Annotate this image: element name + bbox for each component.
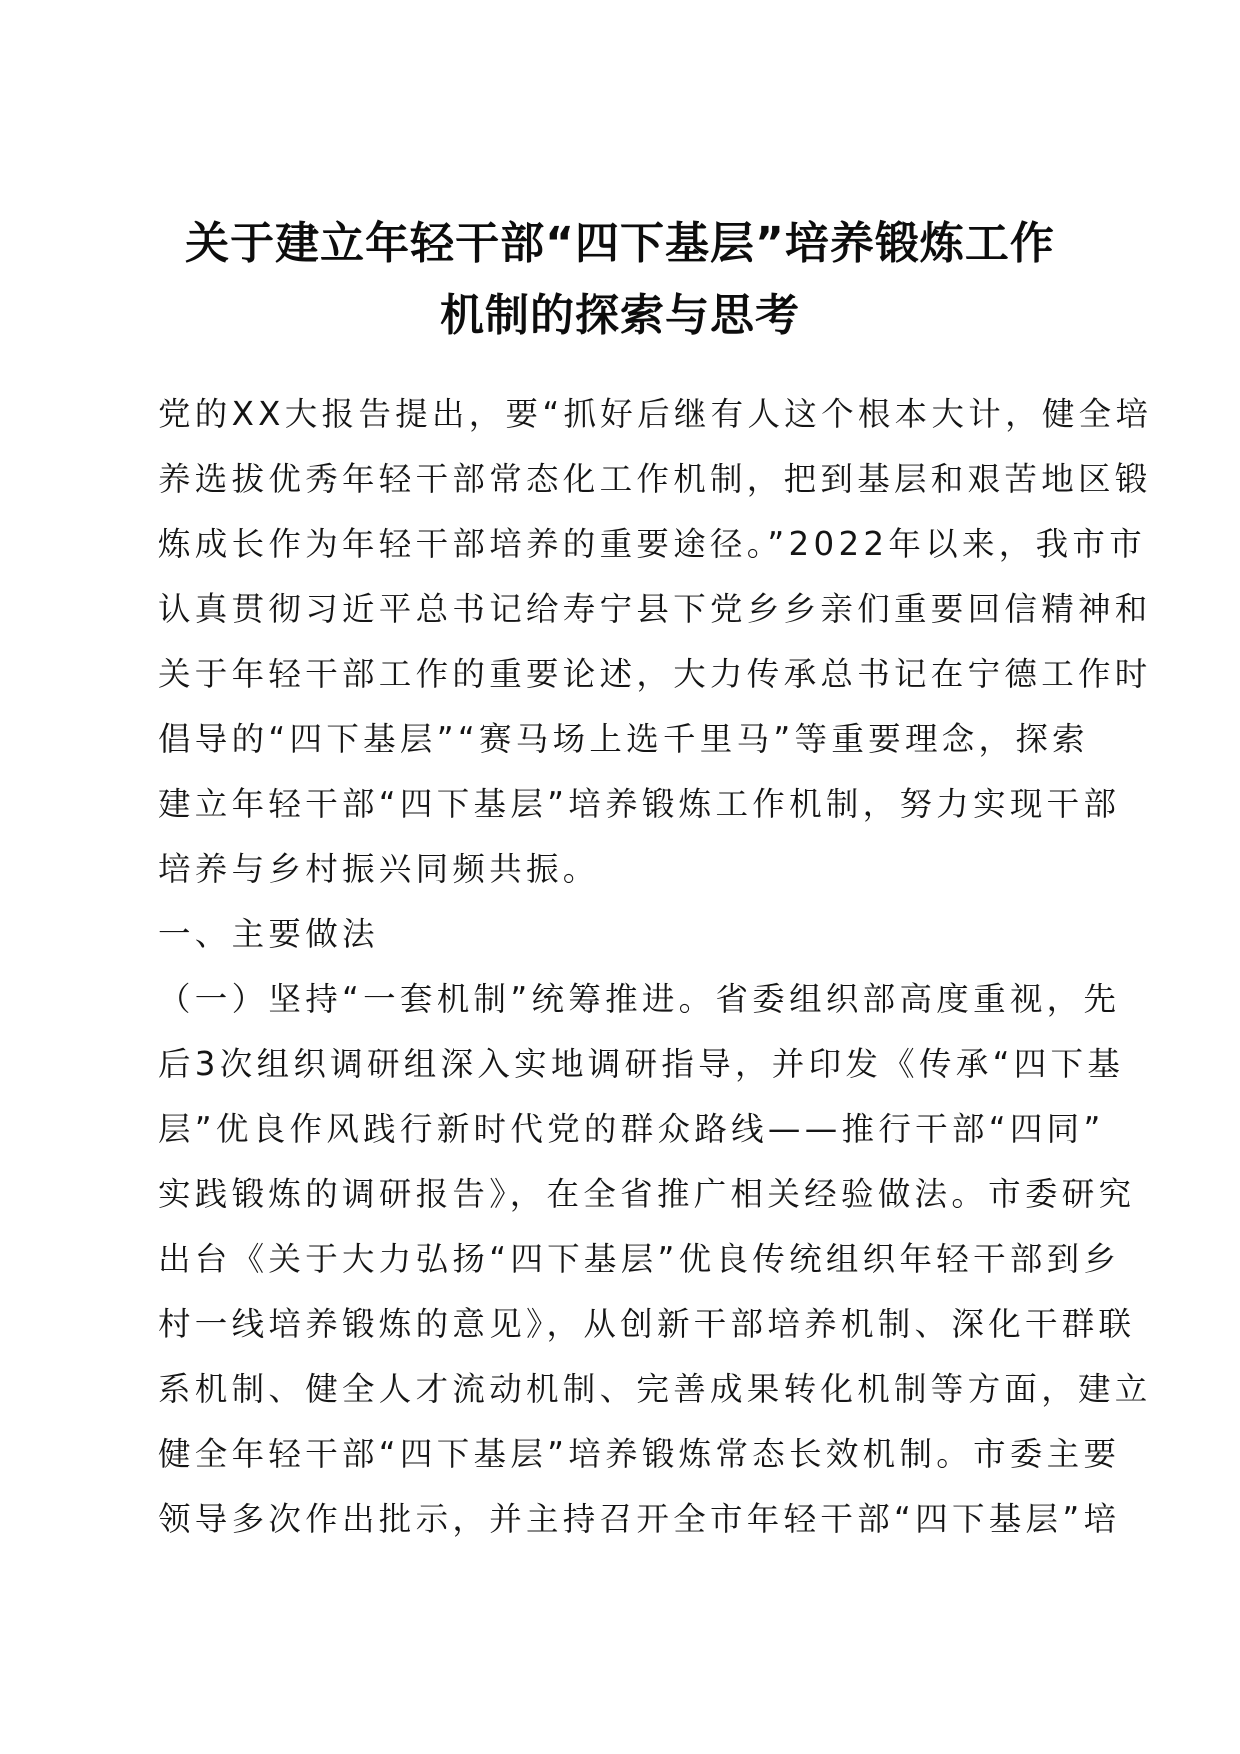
document-body xyxy=(158,382,1153,1552)
body-line: 实践锻炼的调研报告》，在全省推广相关经验做法。市委研究 xyxy=(158,1175,1136,1213)
body-line: 建立年轻干部“四下基层”培养锻炼工作机制，努力实现干部 xyxy=(158,785,1121,823)
body-line: 村一线培养锻炼的意见》，从创新干部培养机制、深化干群联 xyxy=(158,1305,1136,1343)
body-line: 出台《关于大力弘扬“四下基层”优良传统组织年轻干部到乡 xyxy=(158,1240,1121,1278)
body-line: 健全年轻干部“四下基层”培养锻炼常态长效机制。市委主要 xyxy=(158,1435,1121,1473)
body-line: 炼成长作为年轻干部培养的重要途径。”2022年以来，我市市 xyxy=(158,525,1146,563)
body-line: （一）坚持“一套机制”统筹推进。省委组织部高度重视，先 xyxy=(158,980,1121,1018)
body-line: 认真贯彻习近平总书记给寿宁县下党乡乡亲们重要回信精神和 xyxy=(158,590,1152,628)
title-line-1: 关于建立年轻干部“四下基层”培养锻炼工作 xyxy=(185,218,1055,269)
body-line: 领导多次作出批示，并主持召开全市年轻干部“四下基层”培 xyxy=(158,1500,1121,1538)
body-line: 倡导的“四下基层”“赛马场上选千里马”等重要理念，探索 xyxy=(158,720,1089,758)
section-heading: 一、主要做法 xyxy=(158,915,379,953)
body-line: 培养与乡村振兴同频共振。 xyxy=(158,850,600,888)
body-line: 党的XX大报告提出，要“抓好后继有人这个根本大计，健全培 xyxy=(158,395,1153,433)
body-line: 后3次组织调研组深入实地调研指导，并印发《传承“四下基 xyxy=(158,1045,1125,1083)
document-title xyxy=(150,208,1090,352)
body-line: 养选拔优秀年轻干部常态化工作机制，把到基层和艰苦地区锻 xyxy=(158,460,1152,498)
body-line: 层”优良作风践行新时代党的群众路线——推行干部“四同” xyxy=(158,1110,1105,1148)
body-line: 关于年轻干部工作的重要论述，大力传承总书记在宁德工作时 xyxy=(158,655,1152,693)
title-line-2: 机制的探索与思考 xyxy=(440,290,800,341)
body-line: 系机制、健全人才流动机制、完善成果转化机制等方面，建立 xyxy=(158,1370,1152,1408)
